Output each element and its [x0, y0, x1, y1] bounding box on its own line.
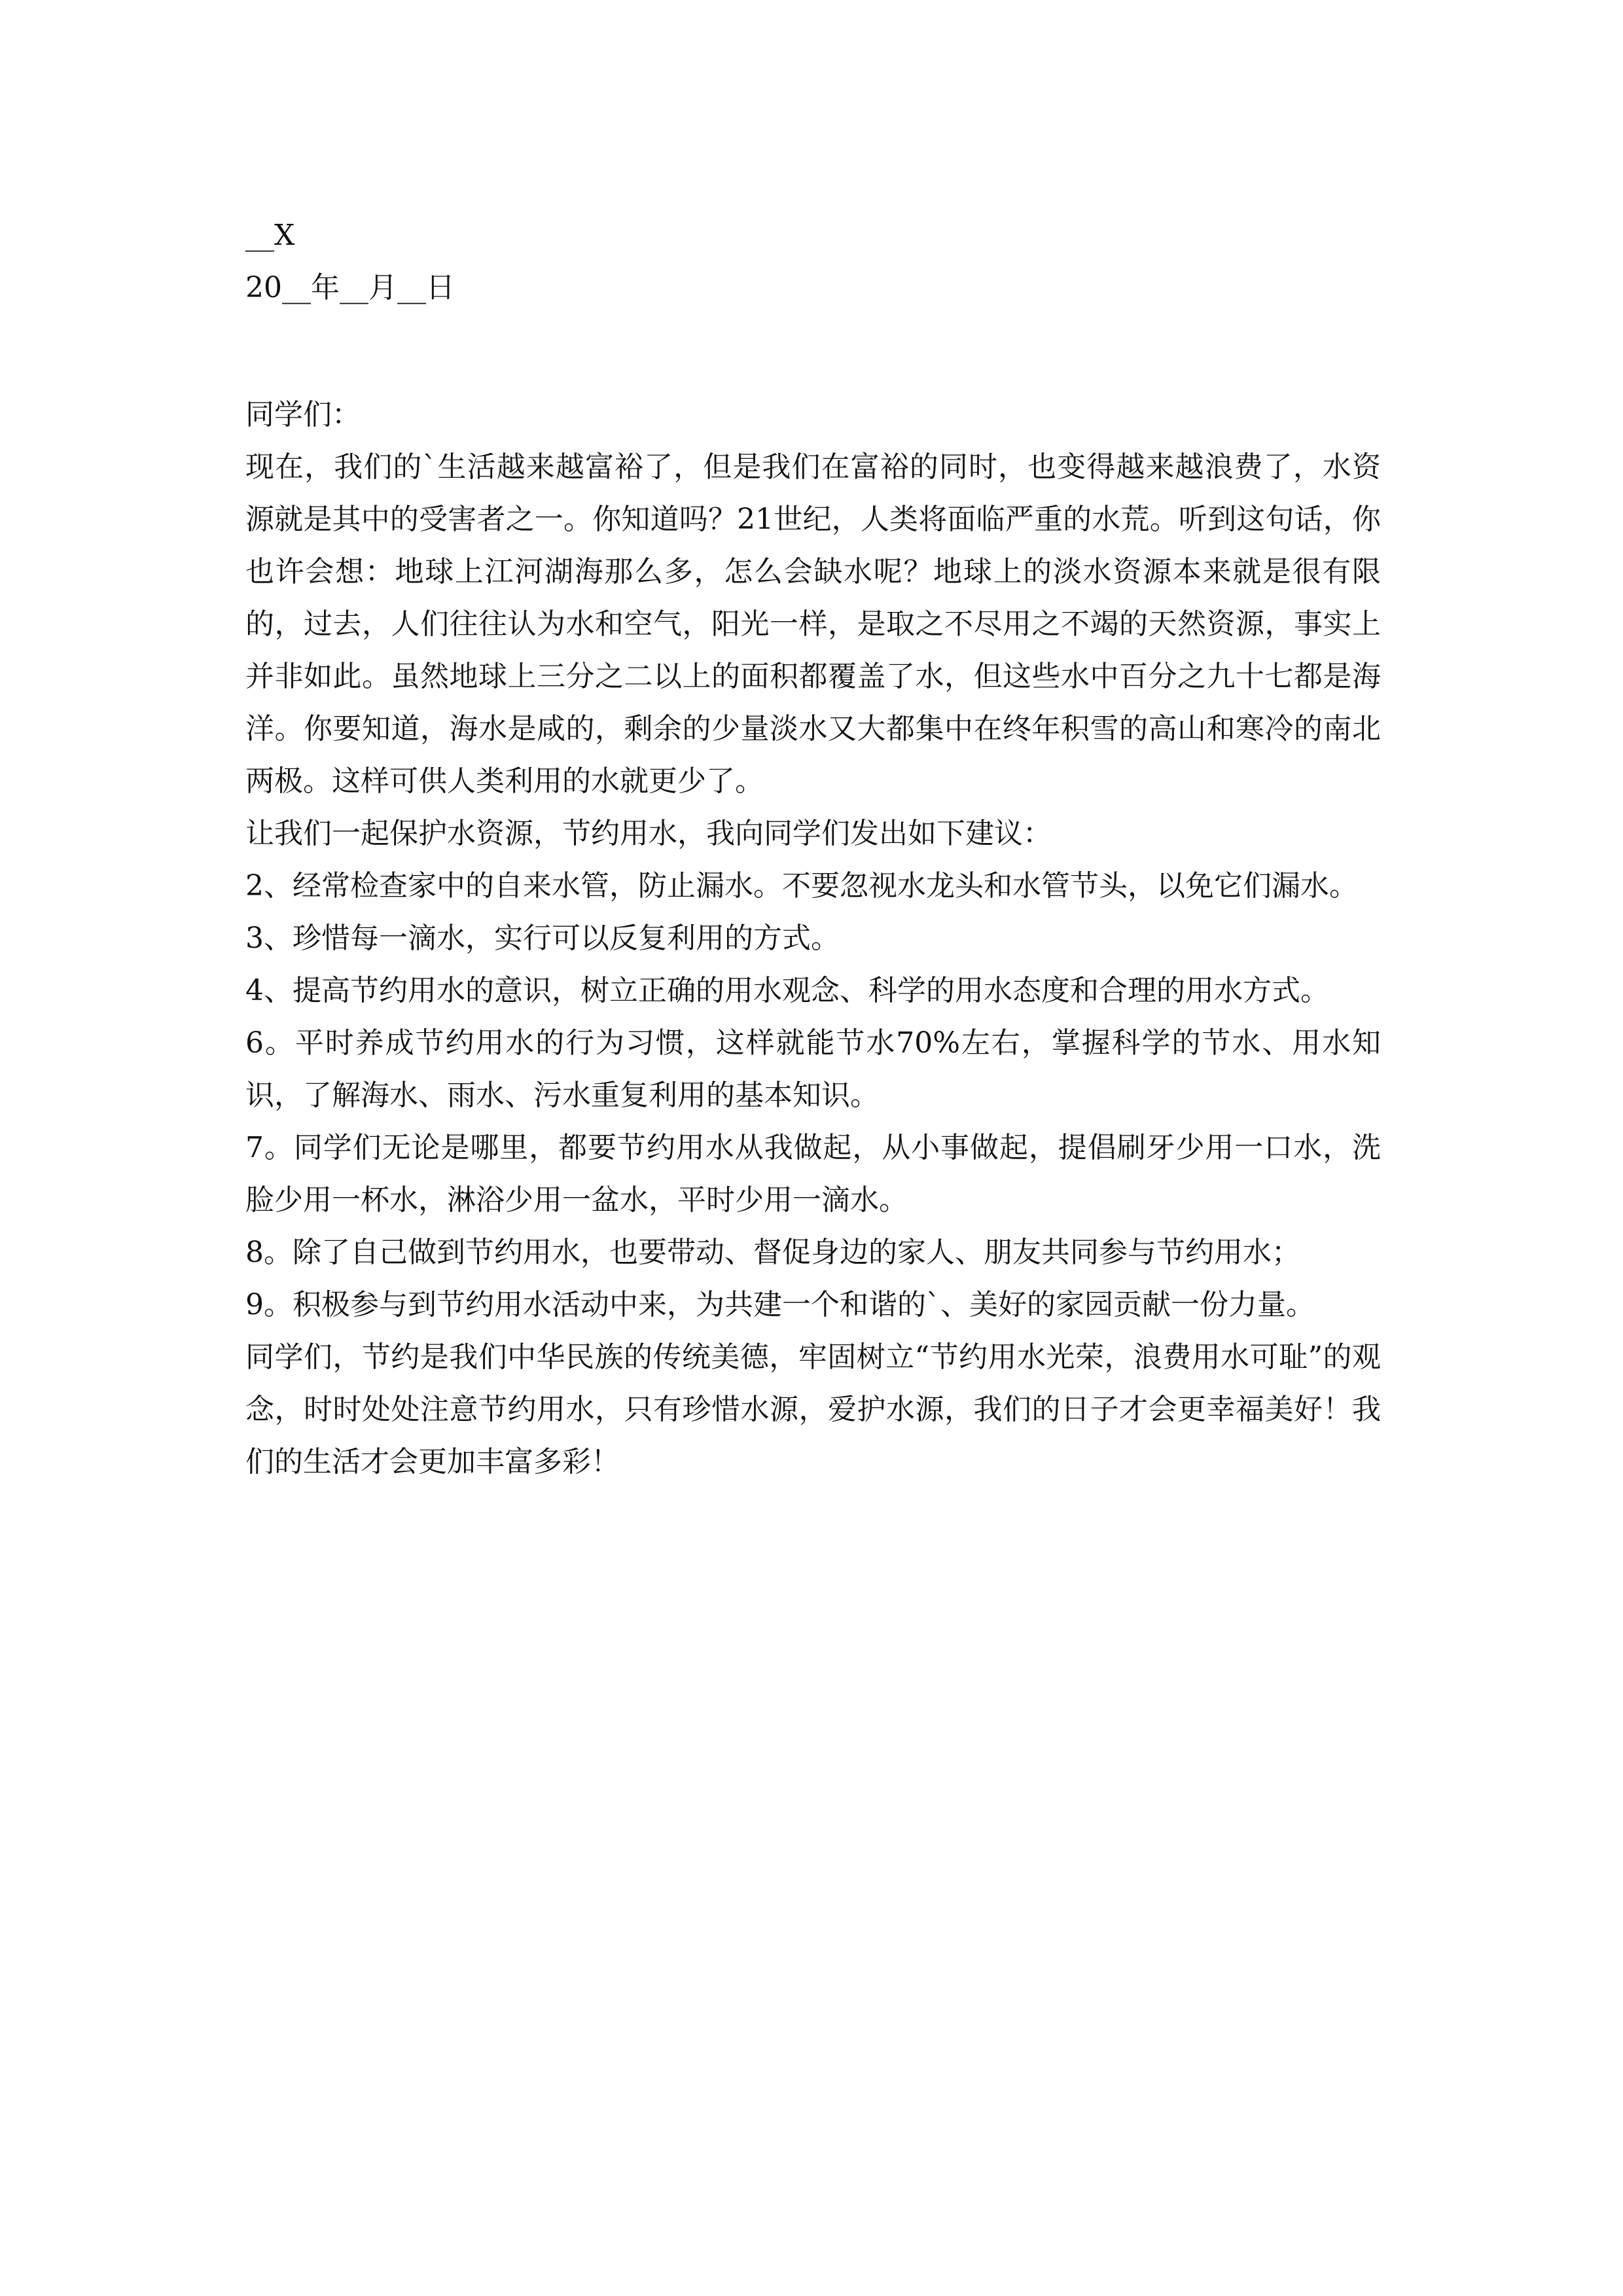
paragraph-conclusion: 同学们，节约是我们中华民族的传统美德，牢固树立“节约用水光荣，浪费用水可耻”的观念，时时处处注意节约用水，只有珍惜水源，爱护水源，我们的日子才会更幸福美好！我们的生活才会更加丰富多彩！: [245, 1340, 1381, 1479]
suggestion-4: 4、提高节约用水的意识，树立正确的用水观念、科学的用水态度和合理的用水方式。: [245, 974, 1329, 1007]
suggestion-6: 6。平时养成节约用水的行为习惯，这样就能节水70%左右，掌握科学的节水、用水知识，了解海水、雨水、污水重复利用的基本知识。: [245, 1026, 1381, 1112]
document-body: [245, 209, 1381, 1488]
suggestion-3: 3、珍惜每一滴水，实行可以反复利用的方式。: [245, 922, 840, 955]
salutation: 同学们：: [245, 398, 361, 431]
signature-name: __X: [245, 219, 295, 252]
suggestion-9: 9。积极参与到节约用水活动中来，为共建一个和谐的`、美好的家园贡献一份力量。: [245, 1288, 1315, 1321]
spacer: [245, 314, 1381, 389]
suggestion-2: 2、经常检查家中的自来水管，防止漏水。不要忽视水龙头和水管节头，以免它们漏水。: [245, 869, 1358, 903]
paragraph-intro: 现在，我们的`生活越来越富裕了，但是我们在富裕的同时，也变得越来越浪费了，水资源就是其中的受害者之一。你知道吗？21世纪，人类将面临严重的水荒。听到这句话，你也许会想：地球上江河湖海那么多，怎么会缺水呢？地球上的淡水资源本来就是很有限的，过去，人们往往认为水和空气，阳光一样，是取之不尽用之不竭的天然资源，事实上并非如此。虽然地球上三分之二以上的面积都覆盖了水，但这些水中百分之九十七都是海洋。你要知道，海水是咸的，剩余的少量淡水又大都集中在终年积雪的高山和寒冷的南北两极。这样可供人类利用的水就更少了。: [245, 450, 1381, 798]
signature-date: 20__年__月__日: [245, 271, 455, 304]
suggestion-8: 8。除了自己做到节约用水，也要带动、督促身边的家人、朋友共同参与节约用水；: [245, 1236, 1300, 1269]
suggestion-7: 7。同学们无论是哪里，都要节约用水从我做起，从小事做起，提倡刷牙少用一口水，洗脸少用一杯水，淋浴少用一盆水，平时少用一滴水。: [245, 1131, 1381, 1217]
paragraph-call-to-action: 让我们一起保护水资源，节约用水，我向同学们发出如下建议：: [245, 817, 1052, 850]
